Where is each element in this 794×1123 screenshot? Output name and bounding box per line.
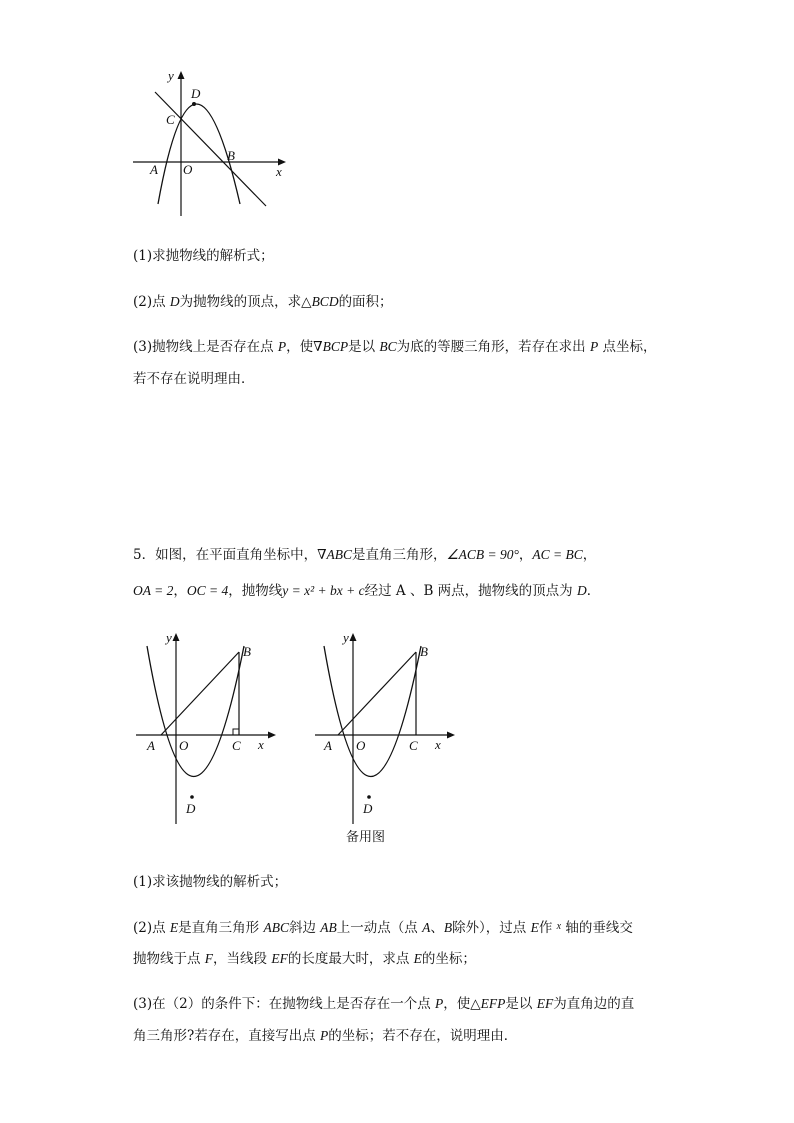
p4-question-1 (133, 247, 274, 265)
label-d: D (363, 801, 373, 816)
text: 斜边 (288, 920, 321, 936)
math-ac-bc: AC = BC (532, 547, 583, 562)
math-angle: ∠ACB = 90° (446, 547, 519, 562)
p5-question-1 (133, 873, 287, 891)
label-x: x (258, 737, 264, 752)
text: 除外），过点 (452, 920, 531, 936)
text: 5．如图，在平面直角坐标中，∇ (133, 547, 327, 563)
math-bcd: BCD (311, 294, 339, 309)
p4-question-3-line-1 (133, 338, 657, 356)
math-ab: AB (320, 920, 337, 935)
label-o: O (183, 162, 193, 177)
text: 为底的等腰三角形，若存在求出 (396, 339, 590, 355)
line-cb (155, 92, 266, 206)
text: 若不存在说明理由． (133, 371, 255, 387)
math-ef: EF (271, 951, 288, 966)
p5-question-2-line-2 (133, 950, 476, 968)
label-a: A (324, 738, 332, 753)
math-x: x (556, 921, 562, 932)
math-bcp: BCP (322, 339, 349, 354)
figure-backup (312, 628, 462, 828)
label-a: A (150, 162, 158, 177)
math-e: E (530, 920, 539, 935)
label-y: y (168, 68, 174, 83)
text: ，使∇ (286, 339, 323, 355)
math-e: E (169, 920, 179, 935)
label-d: D (186, 801, 196, 816)
text: 的长度最大时，求点 (287, 951, 414, 967)
math-d: D (576, 583, 587, 598)
text: (3)抛物线上是否存在点 (133, 339, 278, 355)
text: 为抛物线的顶点，求△ (179, 294, 312, 310)
x-axis-arrow (447, 732, 455, 739)
label-y: y (343, 630, 349, 645)
text: ，使△ (443, 996, 481, 1012)
vertex-d-dot (190, 795, 194, 799)
figure-triangle-parabola (133, 628, 283, 828)
vertex-d-dot (192, 102, 196, 106)
text: 经过 A 、B 两点，抛物线的顶点为 (364, 583, 577, 599)
label-o: O (179, 738, 189, 753)
p4-q1-text: (1)求抛物线的解析式； (133, 248, 274, 264)
math-abc: ABC (326, 547, 353, 562)
p5-question-2-line-1 (133, 918, 633, 937)
label-a: A (147, 738, 155, 753)
math-p: P (277, 339, 287, 354)
math-efp: EFP (480, 996, 506, 1011)
text: ， (173, 583, 187, 599)
label-y: y (166, 630, 172, 645)
p5-question-3-line-1 (133, 995, 634, 1013)
text: ， (518, 547, 533, 563)
text: ，当线段 (213, 951, 272, 967)
math-d: D (169, 294, 180, 309)
math-a: A (422, 920, 431, 935)
figure-backup-caption: 备用图 (346, 830, 386, 845)
p5-statement-line-1 (133, 546, 596, 564)
text: 的面积； (338, 294, 393, 310)
math-p: P (589, 339, 599, 354)
text: (2)点 (133, 294, 170, 310)
math-b: B (443, 920, 453, 935)
math-e: E (413, 951, 422, 966)
text: 抛物线于点 (133, 951, 205, 967)
vertex-d-dot (367, 795, 371, 799)
text: 的坐标； (421, 951, 476, 967)
label-d: D (191, 86, 201, 101)
text: (1)求该抛物线的解析式； (133, 874, 288, 890)
x-axis-arrow (268, 732, 276, 739)
math-bc: BC (379, 339, 397, 354)
label-c: C (232, 738, 241, 753)
math-ef: EF (536, 996, 554, 1011)
p5-question-3-line-2 (133, 1027, 517, 1045)
math-parabola: y = x² + bx + c (282, 583, 365, 598)
text: 是以 (348, 339, 380, 355)
label-o: O (356, 738, 366, 753)
text: (2)点 (133, 920, 170, 936)
math-oa: OA = 2 (133, 583, 174, 598)
text: 角三角形?若存在，直接写出点 (133, 1028, 321, 1044)
line-ab (338, 652, 416, 735)
p4-question-2 (133, 293, 393, 311)
parabola (147, 646, 244, 777)
label-c: C (166, 112, 175, 127)
label-x: x (276, 164, 282, 179)
line-ab (161, 652, 239, 735)
y-axis-arrow (178, 71, 185, 79)
label-x: x (435, 737, 441, 752)
text: 是直角三角形 (178, 920, 264, 936)
right-angle-mark (233, 729, 239, 735)
y-axis-arrow (173, 633, 180, 641)
parabola (324, 646, 421, 777)
label-b: B (243, 644, 251, 659)
math-p: P (435, 996, 444, 1011)
text: 是直角三角形， (352, 547, 447, 563)
text: 、 (430, 920, 444, 936)
text: 上一动点（点 (336, 920, 423, 936)
text: ． (586, 583, 601, 599)
label-c: C (409, 738, 418, 753)
label-b: B (227, 148, 235, 163)
text: 作 (538, 920, 557, 936)
p4-question-3-line-2 (133, 370, 255, 388)
p5-statement-line-2 (133, 582, 600, 600)
y-axis-arrow (350, 633, 357, 641)
math-f: F (204, 951, 214, 966)
label-b: B (420, 644, 428, 659)
text: 轴的垂线交 (561, 920, 633, 936)
text: ，抛物线 (228, 583, 283, 599)
math-p: P (320, 1028, 329, 1043)
math-abc: ABC (263, 920, 289, 935)
math-oc: OC = 4 (186, 583, 229, 598)
figure-parabola-bcd (128, 66, 293, 218)
text: (3)在（2）的条件下：在抛物线上是否存在一个点 (133, 996, 436, 1012)
text: ， (582, 547, 597, 563)
text: 点坐标， (598, 339, 657, 355)
text: 是以 (505, 996, 537, 1012)
text: 的坐标；若不存在，说明理由． (328, 1028, 518, 1044)
text: 为直角边的直 (553, 996, 635, 1012)
